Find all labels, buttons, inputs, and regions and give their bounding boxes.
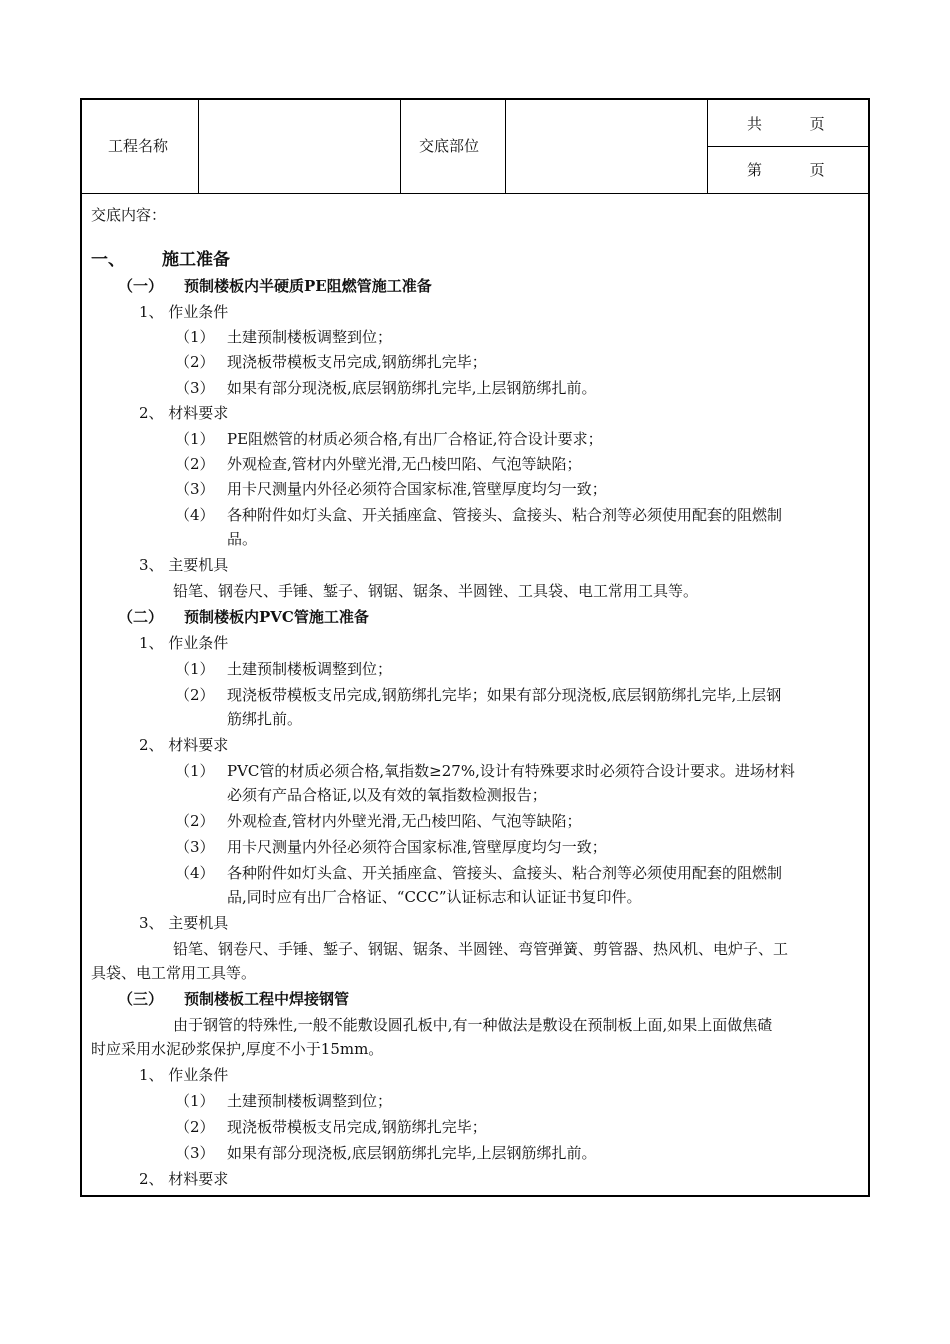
item-number: （2）: [175, 455, 215, 473]
section-label: 交底部位: [419, 137, 480, 155]
divider: [400, 100, 401, 193]
paragraph-text: 由于钢管的特殊性,一般不能敷设圆孔板中,有一种做法是敷设在预制板上面,如果上面做焦碴: [173, 1016, 773, 1034]
item-heading: 1、 作业条件: [139, 634, 229, 652]
item-text: 土建预制楼板调整到位；: [227, 328, 393, 346]
item-number: （4）: [175, 506, 215, 524]
item-number: （4）: [175, 864, 215, 882]
item-number: （3）: [175, 1144, 215, 1162]
subsection-title: 预制楼板内半硬质PE阻燃管施工准备: [184, 277, 432, 295]
item-text: 现浇板带模板支吊完成,钢筋绑扎完毕；如果有部分现浇板,底层钢筋绑扎完毕,上层钢: [227, 686, 782, 704]
content-label: 交底内容：: [91, 206, 167, 224]
project-name-label: 工程名称: [108, 137, 169, 155]
item-number: （1）: [175, 328, 215, 346]
total-pages: 共 页: [747, 115, 825, 133]
subsection-number: （一）: [118, 277, 164, 295]
item-heading: 2、 材料要求: [139, 736, 229, 754]
item-heading: 2、 材料要求: [139, 404, 229, 422]
paragraph-text-continued: 时应采用水泥砂浆保护,厚度不小于15mm。: [91, 1040, 384, 1058]
item-text-continued: 品。: [227, 530, 258, 548]
item-heading: 3、 主要机具: [139, 556, 229, 574]
item-heading: 2、 材料要求: [139, 1170, 229, 1188]
item-text: 外观检查,管材内外壁光滑,无凸棱凹陷、气泡等缺陷；: [227, 455, 582, 473]
divider: [505, 100, 506, 193]
item-number: （2）: [175, 353, 215, 371]
item-heading: 3、 主要机具: [139, 914, 229, 932]
tools-text: 铅笔、钢卷尺、手锤、錾子、钢锯、锯条、半圆锉、工具袋、电工常用工具等。: [173, 582, 699, 600]
section-title: 施工准备: [162, 250, 230, 270]
item-text: 土建预制楼板调整到位；: [227, 660, 393, 678]
item-text: 外观检查,管材内外壁光滑,无凸棱凹陷、气泡等缺陷；: [227, 812, 582, 830]
item-text: PE阻燃管的材质必须合格,有出厂合格证,符合设计要求；: [227, 430, 603, 448]
item-text: 各种附件如灯头盒、开关插座盒、管接头、盒接头、粘合剂等必须使用配套的阻燃制: [227, 864, 783, 882]
item-text: 各种附件如灯头盒、开关插座盒、管接头、盒接头、粘合剂等必须使用配套的阻燃制: [227, 506, 783, 524]
subsection-title: 预制楼板工程中焊接钢管: [184, 990, 350, 1008]
item-number: （1）: [175, 762, 215, 780]
item-text: 现浇板带模板支吊完成,钢筋绑扎完毕；: [227, 353, 487, 371]
item-number: （2）: [175, 812, 215, 830]
item-text: 用卡尺测量内外径必须符合国家标准,管壁厚度均匀一致；: [227, 838, 607, 856]
item-text-continued: 筋绑扎前。: [227, 710, 303, 728]
form-header: [82, 100, 868, 194]
divider: [198, 100, 199, 193]
item-text: 现浇板带模板支吊完成,钢筋绑扎完毕；: [227, 1118, 487, 1136]
item-number: （2）: [175, 686, 215, 704]
item-text: 土建预制楼板调整到位；: [227, 1092, 393, 1110]
tools-text-continued: 具袋、电工常用工具等。: [91, 964, 257, 982]
item-text-continued: 品,同时应有出厂合格证、“CCC”认证标志和认证证书复印件。: [227, 888, 642, 906]
item-text: PVC管的材质必须合格,氧指数≥27%,设计有特殊要求时必须符合设计要求。进场材料: [227, 762, 795, 780]
item-heading: 1、 作业条件: [139, 1066, 229, 1084]
section-number: 一、: [91, 250, 125, 270]
subsection-number: （三）: [118, 990, 164, 1008]
disclosure-form: [80, 98, 870, 1197]
item-text: 如果有部分现浇板,底层钢筋绑扎完毕,上层钢筋绑扎前。: [227, 1144, 597, 1162]
page-number: 第 页: [747, 161, 825, 179]
item-text: 如果有部分现浇板,底层钢筋绑扎完毕,上层钢筋绑扎前。: [227, 379, 597, 397]
tools-text: 铅笔、钢卷尺、手锤、錾子、钢锯、锯条、半圆锉、弯管弹簧、剪管器、热风机、电炉子、工: [173, 940, 789, 958]
item-heading: 1、 作业条件: [139, 303, 229, 321]
item-number: （1）: [175, 430, 215, 448]
subsection-number: （二）: [118, 608, 164, 626]
item-number: （1）: [175, 1092, 215, 1110]
divider: [707, 146, 868, 147]
item-text: 用卡尺测量内外径必须符合国家标准,管壁厚度均匀一致；: [227, 480, 607, 498]
item-text-continued: 必须有产品合格证,以及有效的氧指数检测报告；: [227, 786, 547, 804]
item-number: （1）: [175, 660, 215, 678]
subsection-title: 预制楼板内PVC管施工准备: [184, 608, 369, 626]
item-number: （3）: [175, 379, 215, 397]
item-number: （2）: [175, 1118, 215, 1136]
item-number: （3）: [175, 480, 215, 498]
item-number: （3）: [175, 838, 215, 856]
